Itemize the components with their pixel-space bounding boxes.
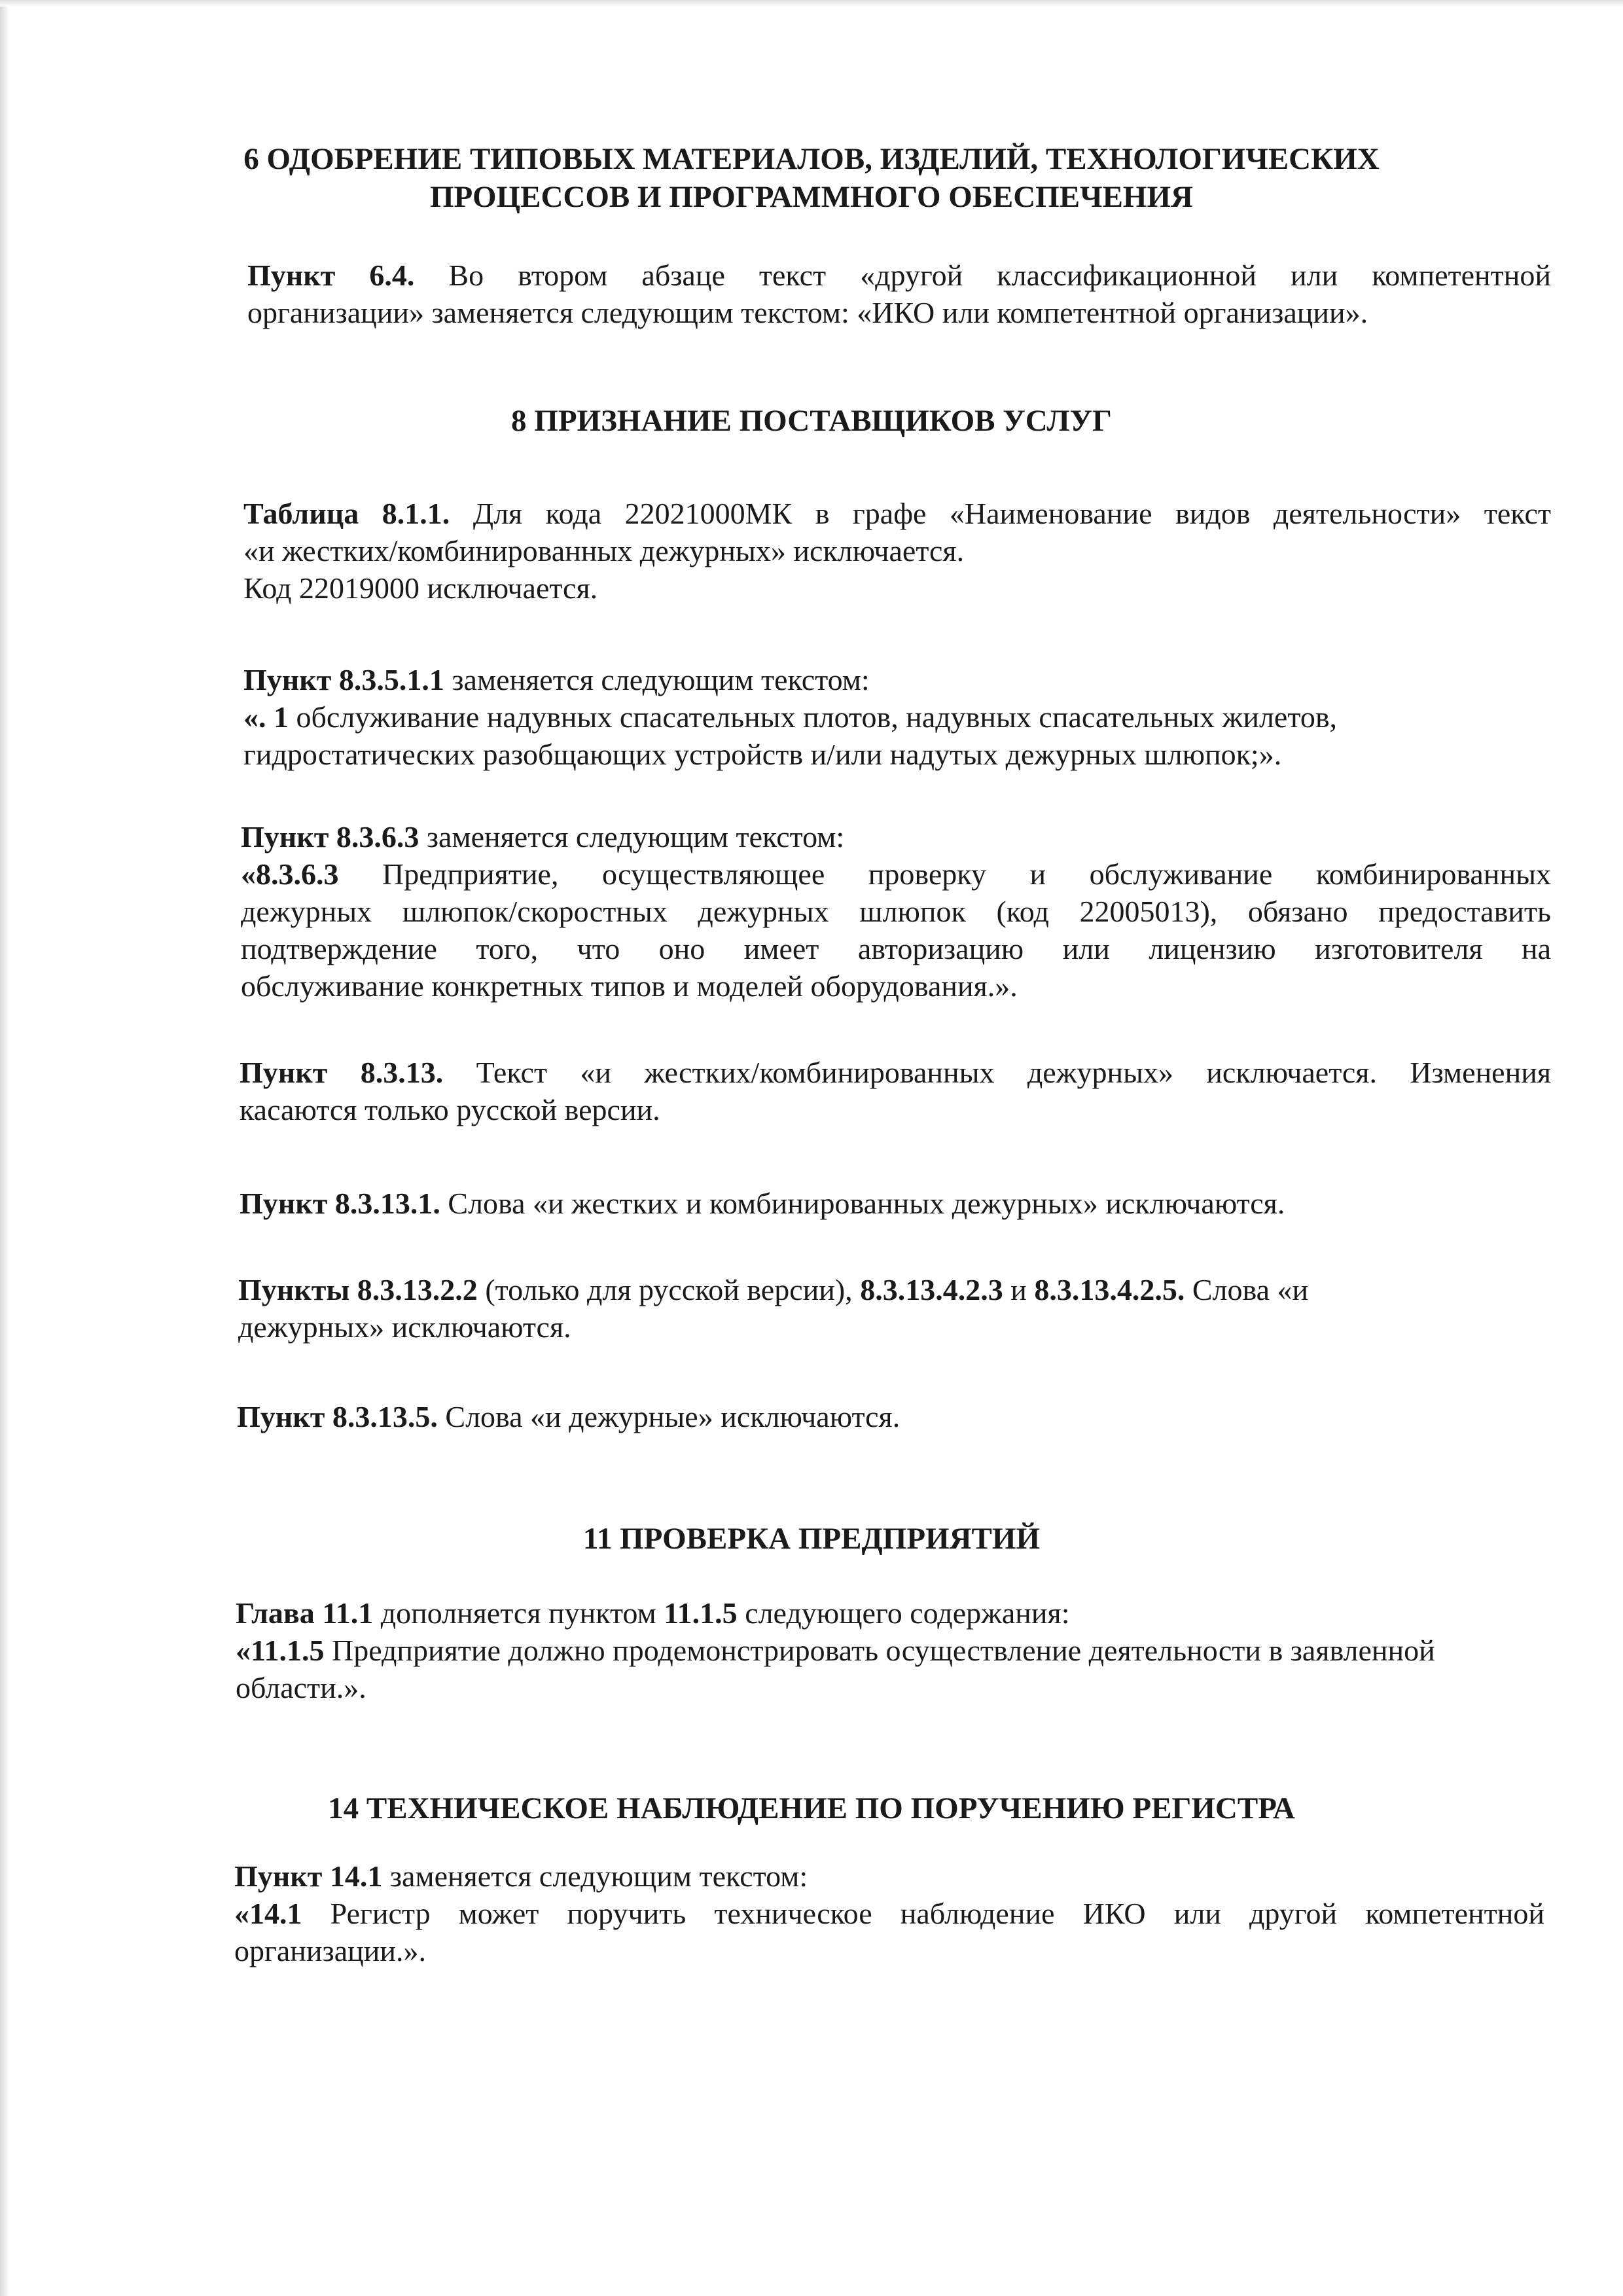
clause-text: Предприятие должно продемонстрировать осуществление деятельности в заявленной [331, 1634, 1435, 1667]
section-8-heading-text: 8 ПРИЗНАНИЕ ПОСТАВЩИКОВ УСЛУГ [511, 404, 1112, 438]
clause-text: Во втором абзаце текст «другой классификационной или компетентной [448, 259, 1551, 292]
quote-label: «8.3.6.3 [241, 857, 339, 891]
section-11-heading [242, 1520, 1381, 1558]
clause-label: Пункт 8.3.13.1. [240, 1187, 440, 1220]
clause-8-3-13-1 [240, 1185, 1551, 1222]
clause-8-3-5-1-1-line-3: гидростатических разобщающих устройств и/или надутых дежурных шлюпок;». [243, 738, 1282, 771]
quote-label: «. 1 [243, 700, 289, 734]
clause-8-3-5-1-1 [243, 661, 1551, 773]
clause-8-3-13-line-2: касаются только русской версии. [240, 1093, 660, 1126]
clause-text: Слова «и жестких и комбинированных дежурных» исключаются. [448, 1187, 1285, 1220]
clause-6-4-line-1 [247, 257, 1551, 294]
clause-text: (только для русской версии), [485, 1273, 853, 1306]
quote-label: «14.1 [234, 1897, 302, 1930]
clause-label: Пункт 14.1 [234, 1859, 383, 1893]
scan-edge [0, 0, 9, 2296]
clause-8-3-13-5-line-1 [237, 1398, 1551, 1435]
clauses-8-3-13-2-2-line-2: дежурных» исключаются. [238, 1310, 571, 1344]
clause-8-3-6-3-line-2 [241, 855, 1551, 893]
clauses-8-3-13-2-2 [238, 1271, 1551, 1346]
clause-text: Текст «и жестких/комбинированных дежурных» исключается. Изменения [476, 1056, 1551, 1089]
clause-label: Пункт 6.4. [247, 259, 415, 292]
clause-8-3-6-3 [241, 818, 1551, 1005]
clause-ref: 8.3.13.4.2.5. [1034, 1273, 1185, 1306]
clause-label: Пункт 8.3.6.3 [241, 820, 419, 853]
clause-text: дополняется пунктом [380, 1596, 656, 1630]
clause-6-4-line-2: организации» заменяется следующим текстом: «ИКО или компетентной организации». [247, 296, 1368, 329]
clause-8-3-5-1-1-line-2 [243, 698, 1551, 736]
clauses-8-3-13-2-2-line-1 [238, 1271, 1551, 1308]
clause-text: Предприятие, осуществляющее проверку и обслуживание комбинированных [382, 857, 1551, 891]
clause-label: Пункт 8.3.13. [240, 1056, 444, 1089]
chapter-11-1-line-3: области.». [236, 1671, 366, 1704]
clause-14-1-line-3: организации.». [234, 1934, 426, 1967]
clause-14-1 [234, 1857, 1544, 1969]
clause-label: Таблица 8.1.1. [243, 497, 450, 530]
clause-label: Пункты 8.3.13.2.2 [238, 1273, 478, 1306]
clause-text: заменяется следующим текстом: [389, 1859, 808, 1893]
clause-8-3-13-line-1 [240, 1054, 1551, 1091]
clause-8-3-13 [240, 1054, 1551, 1128]
section-6-heading-line-1: 6 ОДОБРЕНИЕ ТИПОВЫХ МАТЕРИАЛОВ, ИЗДЕЛИЙ, ТЕХНОЛОГИЧЕСКИХ [243, 142, 1380, 176]
section-6-heading [242, 140, 1381, 216]
clause-text: следующего содержания: [745, 1596, 1070, 1630]
table-8-1-1-line-2: «и жестких/комбинированных дежурных» исключается. [243, 534, 965, 567]
scan-edge-top [0, 0, 1623, 7]
clause-text: Слова «и дежурные» исключаются. [445, 1400, 901, 1433]
clause-label: Пункт 8.3.5.1.1 [243, 663, 444, 696]
clause-14-1-line-1 [234, 1857, 1544, 1895]
table-8-1-1 [243, 495, 1551, 607]
section-8-heading [242, 402, 1381, 440]
quote-label: «11.1.5 [236, 1634, 325, 1667]
clause-8-3-6-3-line-4: подтверждение того, что оно имеет авторизацию или лицензию изготовителя на [241, 932, 1551, 965]
clause-label: Пункт 8.3.13.5. [237, 1400, 438, 1433]
clause-8-3-13-5 [237, 1398, 1551, 1435]
clause-ref: 8.3.13.4.2.3 [860, 1273, 1003, 1306]
clause-text: Для кода 22021000МК в графе «Наименование видов деятельности» текст [473, 497, 1551, 530]
section-6-heading-line-2: ПРОЦЕССОВ И ПРОГРАММНОГО ОБЕСПЕЧЕНИЯ [429, 180, 1193, 214]
clause-8-3-6-3-line-3: дежурных шлюпок/скоростных дежурных шлюпок (код 22005013), обязано предоставить [241, 895, 1551, 928]
table-8-1-1-line-3: Код 22019000 исключается. [243, 571, 598, 605]
chapter-11-1 [236, 1594, 1551, 1706]
clause-text: и [1010, 1273, 1027, 1306]
clause-8-3-6-3-line-1 [241, 818, 1551, 855]
clause-text: Слова «и [1192, 1273, 1309, 1306]
table-8-1-1-line-1 [243, 495, 1551, 532]
section-14-heading [242, 1789, 1381, 1827]
chapter-11-1-line-1 [236, 1594, 1551, 1632]
clause-8-3-13-1-line-1 [240, 1185, 1551, 1222]
chapter-11-1-line-2 [236, 1632, 1551, 1669]
clause-14-1-line-2 [234, 1895, 1544, 1932]
clause-text: Регистр может поручить техническое наблюдение ИКО или другой компетентной [330, 1897, 1544, 1930]
clause-8-3-6-3-line-5: обслуживание конкретных типов и моделей оборудования.». [241, 969, 1018, 1003]
clause-label: Глава 11.1 [236, 1596, 374, 1630]
section-14-heading-text: 14 ТЕХНИЧЕСКОЕ НАБЛЮДЕНИЕ ПО ПОРУЧЕНИЮ РЕГИСТРА [328, 1791, 1295, 1825]
clause-6-4 [247, 257, 1551, 331]
clause-8-3-5-1-1-line-1 [243, 661, 1551, 698]
clause-text: заменяется следующим текстом: [452, 663, 870, 696]
section-11-heading-text: 11 ПРОВЕРКА ПРЕДПРИЯТИЙ [582, 1522, 1041, 1556]
clause-text: заменяется следующим текстом: [426, 820, 845, 853]
clause-ref: 11.1.5 [664, 1596, 738, 1630]
clause-text: обслуживание надувных спасательных плотов, надувных спасательных жилетов, [296, 700, 1338, 734]
